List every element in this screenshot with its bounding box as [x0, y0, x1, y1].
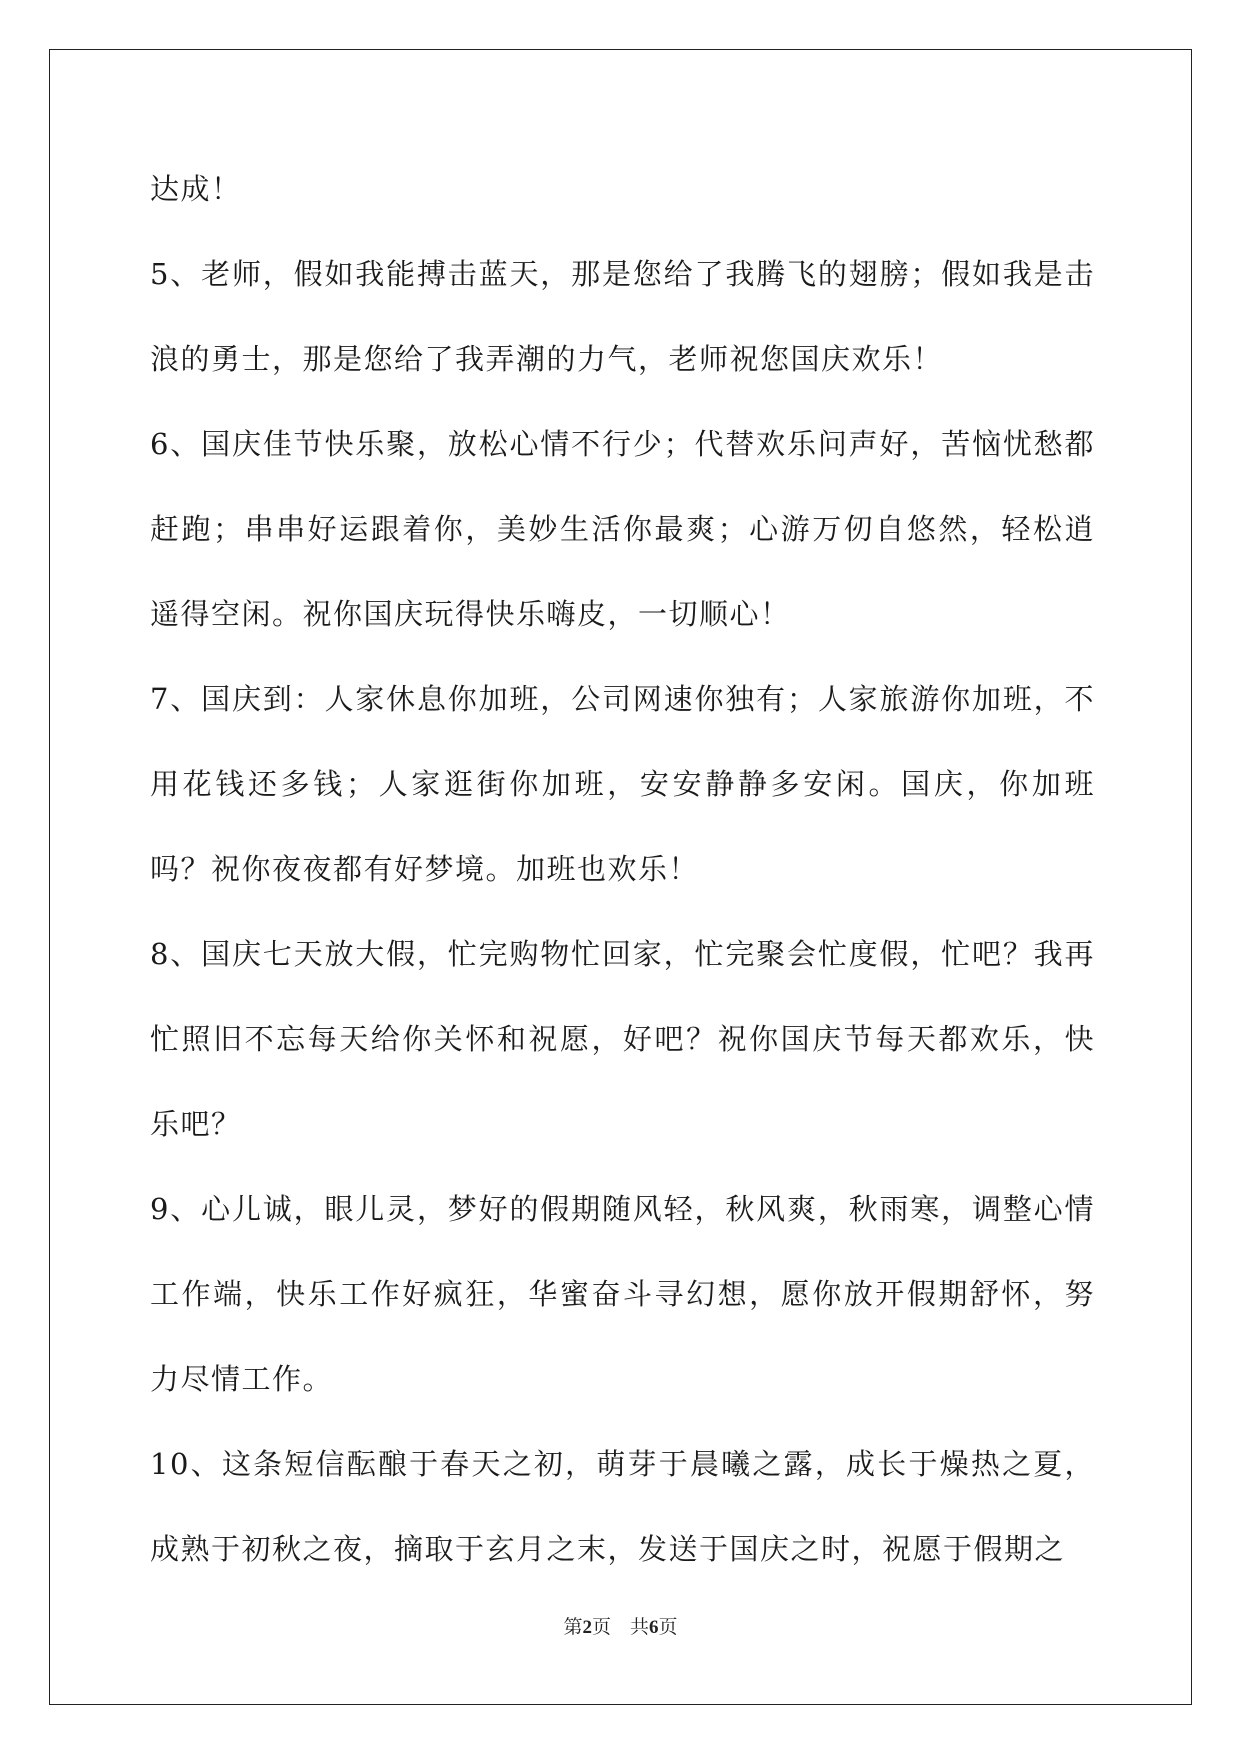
footer-mid: 页 共 [591, 1616, 649, 1638]
footer-prefix: 第 [563, 1616, 583, 1638]
page-footer [0, 1612, 1241, 1639]
paragraph-item-9: 9、心儿诚，眼儿灵，梦好的假期随风轻，秋风爽，秋雨寒，调整心情工作端，快乐工作好疯狂，华蜜奋斗寻幻想，愿你放开假期舒怀，努力尽情工作。 [150, 1192, 1095, 1396]
paragraph-item-6: 6、国庆佳节快乐聚，放松心情不行少；代替欢乐问声好，苦恼忧愁都赶跑；串串好运跟着你，美妙生活你最爽；心游万仞自悠然，轻松逍遥得空闲。祝你国庆玩得快乐嗨皮，一切顺心！ [150, 427, 1095, 631]
paragraph-item-7: 7、国庆到：人家休息你加班，公司网速你独有；人家旅游你加班，不用花钱还多钱；人家逛街你加班，安安静静多安闲。国庆，你加班吗？祝你夜夜都有好梦境。加班也欢乐！ [150, 682, 1095, 886]
paragraph-item-10: 10、这条短信酝酿于春天之初，萌芽于晨曦之露，成长于燥热之夏，成熟于初秋之夜，摘取于玄月之末，发送于国庆之时，祝愿于假期之 [150, 1447, 1095, 1566]
footer-suffix: 页 [658, 1616, 678, 1638]
current-page-number: 2 [582, 1617, 592, 1638]
paragraph-continuation: 达成！ [150, 172, 242, 206]
total-pages-number: 6 [649, 1617, 659, 1638]
paragraph-item-5: 5、老师，假如我能搏击蓝天，那是您给了我腾飞的翅膀；假如我是击浪的勇士，那是您给了我弄潮的力气，老师祝您国庆欢乐！ [150, 257, 1095, 376]
document-body [150, 147, 1095, 1592]
paragraph-item-8: 8、国庆七天放大假，忙完购物忙回家，忙完聚会忙度假，忙吧？我再忙照旧不忘每天给你关怀和祝愿，好吧？祝你国庆节每天都欢乐，快乐吧？ [150, 937, 1095, 1141]
